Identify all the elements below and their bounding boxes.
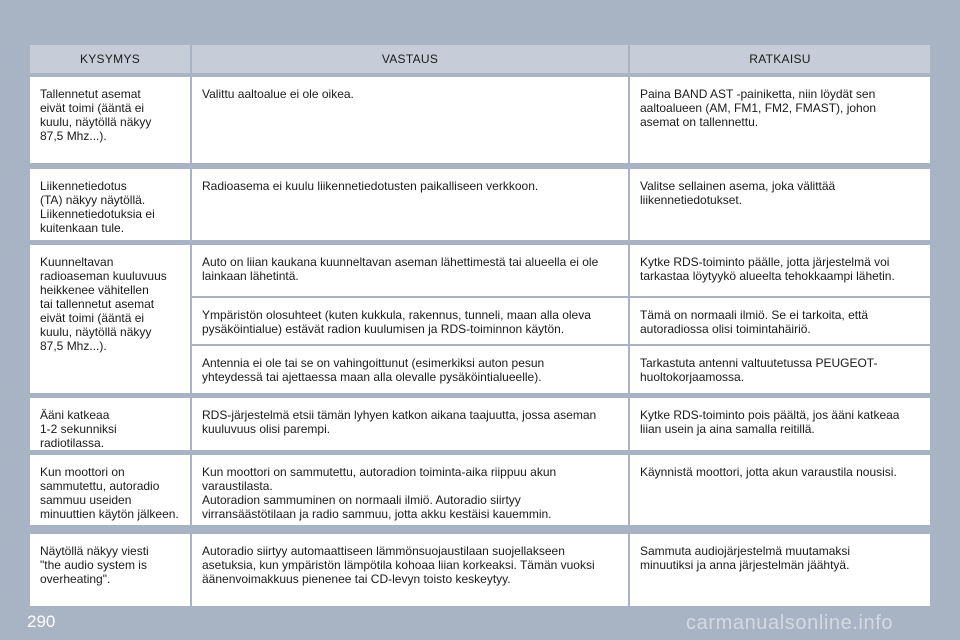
row3-question: Kuunneltavan radioaseman kuuluvuus heikkenee vähitellen tai tallennetut asemat eivät toimi (ääntä ei kuulu, näytöllä näkyy 87,5 Mhz...).	[30, 245, 190, 393]
row2-answer: Radioasema ei kuulu liikennetiedotusten paikalliseen verkkoon.	[192, 169, 628, 240]
row1-question: Tallennetut asemat eivät toimi (ääntä ei kuulu, näytöllä näkyy 87,5 Mhz...).	[30, 77, 190, 163]
row2-solution: Valitse sellainen asema, joka välittää liikennetiedotukset.	[630, 169, 930, 240]
row5-answer: Kun moottori on sammutettu, autoradion toiminta-aika riippuu akun varaustilasta. Autoradion sammuminen on normaali ilmiö. Autoradio siirtyy virransäästötilaan ja radio sammuu, jotta akku kestäisi kauemmin.	[192, 455, 628, 525]
row5-question: Kun moottori on sammutettu, autoradio sammuu useiden minuuttien käytön jälkeen.	[30, 455, 190, 525]
row1-solution: Paina BAND AST -painiketta, niin löydät sen aaltoalueen (AM, FM1, FM2, FMAST), johon asemat on tallennettu.	[630, 77, 930, 163]
row4-answer: RDS-järjestelmä etsii tämän lyhyen katkon aikana taajuutta, jossa aseman kuuluvuus olisi parempi.	[192, 398, 628, 450]
header-answer: VASTAUS	[192, 45, 628, 73]
watermark: carmanualsonline.info	[686, 612, 894, 634]
row3-solution-3: Tarkastuta antenni valtuutetussa PEUGEOT- huoltokorjaamossa.	[630, 346, 930, 393]
page-number: 290	[27, 612, 56, 631]
row3-solution-1: Kytke RDS-toiminto päälle, jotta järjestelmä voi tarkastaa löytyykö alueelta tehokkaampi lähetin.	[630, 245, 930, 296]
row4-solution: Kytke RDS-toiminto pois päältä, jos ääni katkeaa liian usein ja aina samalla reitillä.	[630, 398, 930, 450]
row2-question: Liikennetiedotus (TA) näkyy näytöllä. Liikennetiedotuksia ei kuitenkaan tule.	[30, 169, 190, 240]
header-solution: RATKAISU	[630, 45, 930, 73]
row3-solution-2: Tämä on normaali ilmiö. Se ei tarkoita, että autoradiossa olisi toimintahäiriö.	[630, 298, 930, 344]
row6-question: Näytöllä näkyy viesti "the audio system is overheating".	[30, 534, 190, 606]
row3-answer-2: Ympäristön olosuhteet (kuten kukkula, rakennus, tunneli, maan alla oleva pysäköintialue) estävät radion kuulumisen ja RDS-toiminnon käytön.	[192, 298, 628, 344]
row1-answer: Valittu aaltoalue ei ole oikea.	[192, 77, 628, 163]
row6-solution: Sammuta audiojärjestelmä muutamaksi minuutiksi ja anna järjestelmän jäähtyä.	[630, 534, 930, 606]
row3-answer-3: Antennia ei ole tai se on vahingoittunut (esimerkiksi auton pesun yhteydessä tai ajettaessa maan alla olevalle pysäköintialueelle).	[192, 346, 628, 393]
row4-question: Ääni katkeaa 1-2 sekunniksi radiotilassa.	[30, 398, 190, 450]
row5-solution: Käynnistä moottori, jotta akun varaustila nousisi.	[630, 455, 930, 525]
header-question: KYSYMYS	[30, 45, 190, 73]
row3-answer-1: Auto on liian kaukana kuunneltavan aseman lähettimestä tai alueella ei ole lainkaan lähetintä.	[192, 245, 628, 296]
row6-answer: Autoradio siirtyy automaattiseen lämmönsuojaustilaan suojellakseen asetuksia, kun ympäristön lämpötila kohoaa liian korkeaksi. Tämän vuoksi äänenvoimakkuus pienenee tai CD-levyn toisto keskeytyy.	[192, 534, 628, 606]
